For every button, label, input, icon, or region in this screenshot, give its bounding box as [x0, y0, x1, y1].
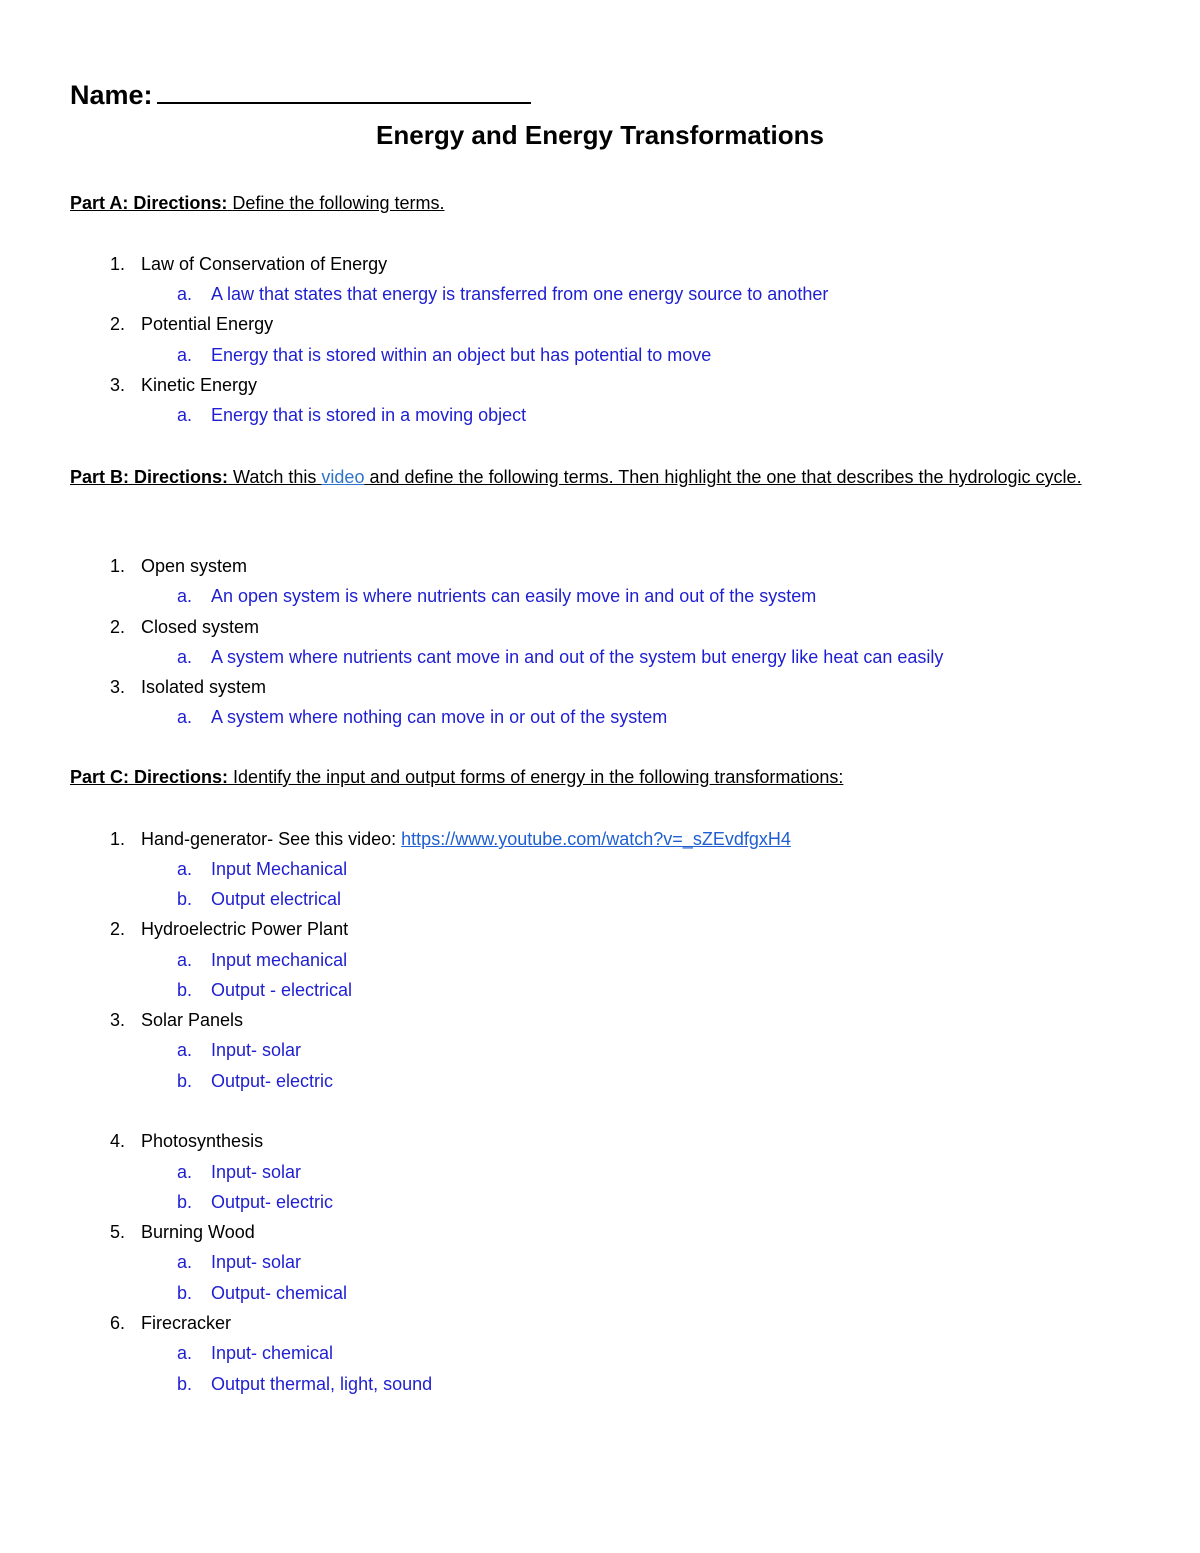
answer-letter: b.	[176, 1374, 192, 1394]
list-number: 1.	[109, 829, 125, 849]
answer-letter: a.	[176, 1252, 192, 1272]
answer-text: Input- chemical	[211, 1343, 334, 1363]
term-closed-system: Closed system	[141, 617, 260, 637]
list-number: 2.	[109, 617, 125, 637]
part-c-directions	[70, 767, 843, 788]
answer-text: Input mechanical	[211, 950, 348, 970]
term-firecracker: Firecracker	[141, 1313, 232, 1333]
answer-text: Output thermal, light, sound	[211, 1374, 433, 1394]
answer-letter: a.	[176, 1162, 192, 1182]
answer-letter: b.	[176, 1283, 192, 1303]
answer-text: A law that states that energy is transferred from one energy source to another	[211, 284, 829, 304]
answer-text: Input Mechanical	[211, 859, 348, 879]
list-number: 3.	[109, 375, 125, 395]
answer-letter: a.	[176, 405, 192, 425]
answer-letter: b.	[176, 1071, 192, 1091]
answer-text: Output- electric	[211, 1071, 334, 1091]
answer-text: Energy that is stored within an object but has potential to move	[211, 345, 712, 365]
name-blank-line[interactable]	[157, 76, 531, 104]
part-a-heading: Part A: Directions:	[70, 193, 228, 213]
video-link[interactable]: video	[321, 467, 365, 487]
part-c-heading: Part C: Directions:	[70, 767, 229, 787]
part-a-directions	[70, 193, 444, 214]
answer-letter: b.	[176, 980, 192, 1000]
answer-letter: a.	[176, 859, 192, 879]
list-number: 1.	[109, 556, 125, 576]
part-b-directions	[70, 462, 1128, 492]
list-number: 6.	[109, 1313, 125, 1333]
term-open-system: Open system	[141, 556, 248, 576]
answer-letter: b.	[176, 1192, 192, 1212]
answer-text: Input- solar	[211, 1040, 302, 1060]
answer-letter: a.	[176, 950, 192, 970]
answer-text: Output- electric	[211, 1192, 334, 1212]
term-kinetic: Kinetic Energy	[141, 375, 258, 395]
list-number: 4.	[109, 1131, 125, 1151]
answer-text: Output- chemical	[211, 1283, 348, 1303]
part-b-instruction-pre: Watch this	[233, 467, 317, 487]
answer-letter: a.	[176, 1040, 192, 1060]
answer-text: Output electrical	[211, 889, 342, 909]
term-potential: Potential Energy	[141, 314, 274, 334]
answer-text: A system where nothing can move in or out of the system	[211, 707, 668, 727]
answer-letter: a.	[176, 707, 192, 727]
answer-text: A system where nutrients cant move in and out of the system but energy like heat can easily	[211, 647, 944, 667]
term-conservation: Law of Conservation of Energy	[141, 254, 388, 274]
term-hydroelectric: Hydroelectric Power Plant	[141, 919, 349, 939]
term-photosynthesis: Photosynthesis	[141, 1131, 264, 1151]
list-number: 3.	[109, 677, 125, 697]
answer-letter: a.	[176, 1343, 192, 1363]
name-label: Name:	[70, 80, 153, 110]
term-text: Hand-generator- See this video:	[141, 829, 397, 849]
list-number: 2.	[109, 314, 125, 334]
name-field	[70, 76, 531, 111]
term-isolated-system: Isolated system	[141, 677, 267, 697]
answer-letter: a.	[176, 345, 192, 365]
answer-text: Energy that is stored in a moving object	[211, 405, 527, 425]
youtube-link[interactable]: https://www.youtube.com/watch?v=_sZEvdfgxH4	[401, 829, 791, 849]
list-number: 5.	[109, 1222, 125, 1242]
part-c-instruction: Identify the input and output forms of energy in the following transformations:	[233, 767, 844, 787]
answer-letter: a.	[176, 284, 192, 304]
answer-letter: b.	[176, 889, 192, 909]
answer-text: Input- solar	[211, 1252, 302, 1272]
answer-text: Output - electrical	[211, 980, 353, 1000]
answer-text: An open system is where nutrients can easily move in and out of the system	[211, 586, 817, 606]
part-b-instruction-post: and define the following terms. Then highlight the one that describes the hydrologic cycle.	[369, 467, 1082, 487]
answer-letter: a.	[176, 586, 192, 606]
term-hand-generator	[141, 829, 791, 850]
list-number: 2.	[109, 919, 125, 939]
term-solar-panels: Solar Panels	[141, 1010, 244, 1030]
part-a-instruction: Define the following terms.	[232, 193, 445, 213]
list-number: 3.	[109, 1010, 125, 1030]
term-burning-wood: Burning Wood	[141, 1222, 255, 1242]
part-b-heading: Part B: Directions:	[70, 467, 229, 487]
answer-letter: a.	[176, 647, 192, 667]
answer-text: Input- solar	[211, 1162, 302, 1182]
list-number: 1.	[109, 254, 125, 274]
page-title: Energy and Energy Transformations	[376, 120, 824, 150]
